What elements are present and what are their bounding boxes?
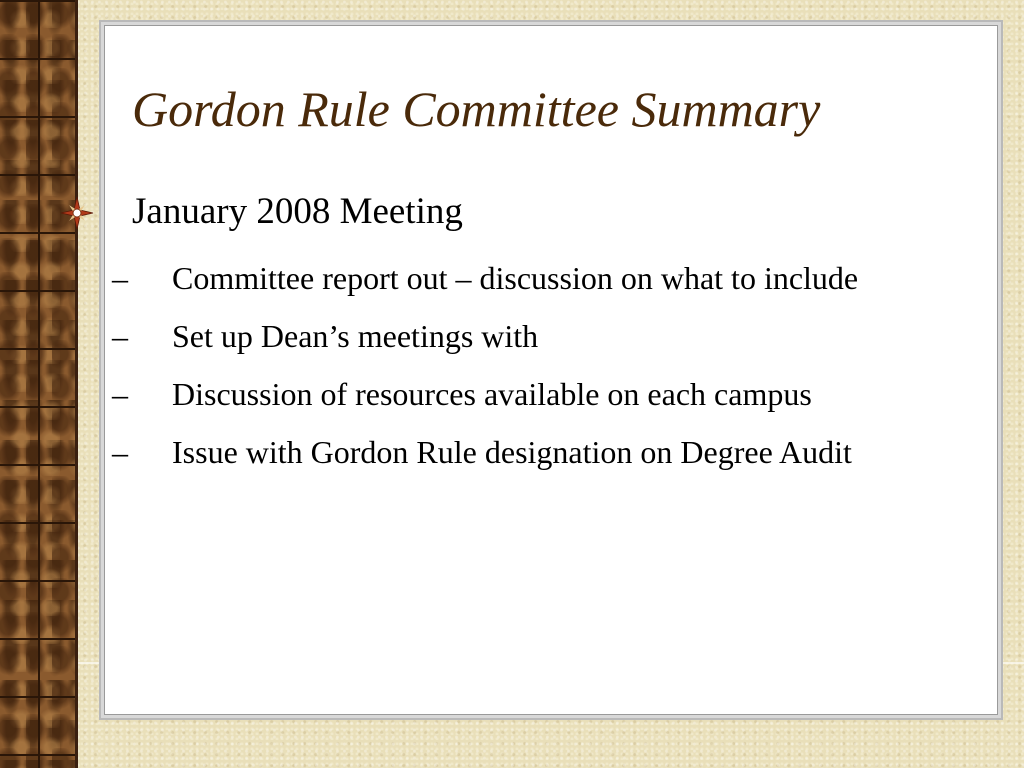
main-bullet-text: January 2008 Meeting xyxy=(132,191,463,232)
dash-marker: – xyxy=(112,318,128,354)
slide-title: Gordon Rule Committee Summary xyxy=(132,81,821,137)
list-item-text: Set up Dean’s meetings with xyxy=(172,318,539,354)
wood-border-strip xyxy=(0,0,78,768)
list-item-text: Discussion of resources available on each campus xyxy=(172,376,812,412)
sub-bullet-list xyxy=(112,254,942,486)
list-item xyxy=(112,370,942,418)
list-item xyxy=(112,428,942,476)
dash-marker: – xyxy=(112,260,128,296)
list-item-text: Issue with Gordon Rule designation on Degree Audit xyxy=(172,434,852,470)
list-item-text: Committee report out – discussion on what to include xyxy=(172,260,859,296)
star-burst-icon xyxy=(60,196,94,230)
list-item xyxy=(112,254,942,302)
dash-marker: – xyxy=(112,376,128,412)
list-item xyxy=(112,312,942,360)
dash-marker: – xyxy=(112,434,128,470)
